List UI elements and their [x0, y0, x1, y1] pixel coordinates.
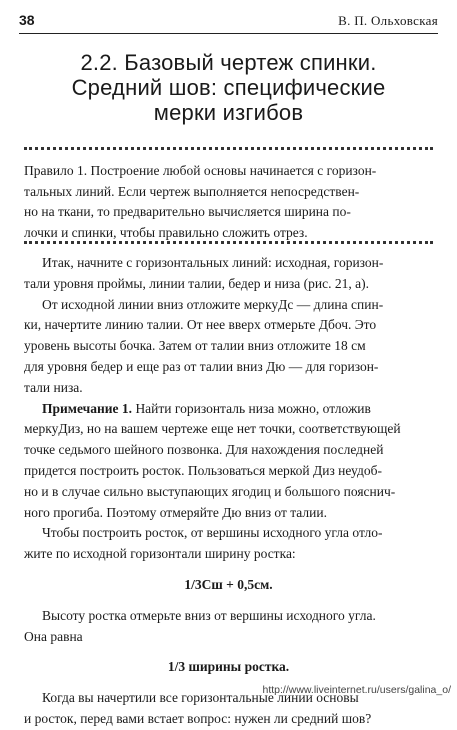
body-text — [24, 253, 433, 730]
paragraph-line: тали низа. — [24, 379, 83, 395]
paragraph-line: Высоту ростка отмерьте вниз от вершины исходного угла. — [42, 607, 376, 623]
title-line: Средний шов: специфические — [71, 75, 386, 100]
note-line: точке седьмого шейного позвонка. Для нахождения последней — [24, 442, 384, 458]
page-number: 38 — [19, 12, 35, 28]
running-head — [19, 12, 438, 34]
paragraph-line: жите по исходной горизонтали ширину ростка: — [24, 546, 296, 562]
paragraph-line: Она равна — [24, 628, 83, 644]
source-watermark: http://www.liveinternet.ru/users/galina_o/ — [262, 684, 451, 696]
note-line: меркуДиз, но на вашем чертеже еще нет точки, соответствующей — [24, 421, 401, 437]
paragraph-line: для уровня бедер и еще раз от талии вниз Дю — для горизон- — [24, 358, 379, 374]
rule-line: Правило 1. Построение любой основы начинается с горизон- — [24, 163, 377, 178]
rule-line: тальных линий. Если чертеж выполняется непосредствен- — [24, 183, 360, 199]
section-title — [24, 50, 433, 125]
paragraph-line: Итак, начните с горизонтальных линий: исходная, горизон- — [42, 255, 384, 270]
note-line: но и в случае сильно выступающих ягодиц и большого пояснич- — [24, 483, 396, 499]
title-line: 2.2. Базовый чертеж спинки. — [80, 50, 377, 75]
note-label: Примечание 1. — [42, 400, 133, 416]
rule-line: лочки и спинки, чтобы правильно сложить отрез. — [24, 224, 308, 240]
paragraph-line: От исходной линии вниз отложите меркуДс — длина спин- — [42, 296, 384, 312]
dotted-divider-top — [24, 147, 433, 150]
title-line: мерки изгибов — [153, 100, 304, 125]
paragraph-line: и росток, перед вами встает вопрос: нужен ли средний шов? — [24, 710, 372, 726]
paragraph-line: Когда вы начертили все горизонтальные линии основы — [42, 690, 359, 706]
header-rule — [19, 33, 438, 34]
paragraph-line: ки, начертите линию талии. От нее вверх отмерьте Дбоч. Это — [24, 317, 377, 333]
note-line: придется построить росток. Пользоваться меркой Диз неудоб- — [24, 462, 382, 478]
paragraph-line: тали уровня проймы, линии талии, бедер и низа (рис. 21, а). — [24, 275, 369, 291]
rule-box — [24, 161, 433, 243]
note-first-rest: Найти горизонталь низа можно, отложив — [132, 400, 371, 416]
paragraph-line: Чтобы построить росток, от вершины исходного угла отло- — [42, 525, 383, 541]
dotted-divider-bottom — [24, 241, 433, 244]
paragraph-line: уровень высоты бочка. Затем от талии вниз отложите 18 см — [24, 338, 366, 354]
formula-sprout-height: 1/3 ширины ростка. — [167, 659, 290, 675]
note-line: ного прогиба. Поэтому отмеряйте Дю вниз от талии. — [24, 504, 327, 520]
formula-sprout-width: 1/3Сш + 0,5см. — [184, 576, 273, 592]
running-author: В. П. Ольховская — [338, 13, 438, 28]
note-first-line — [24, 399, 433, 420]
rule-line: но на ткани, то предварительно вычисляется ширина по- — [24, 204, 351, 219]
